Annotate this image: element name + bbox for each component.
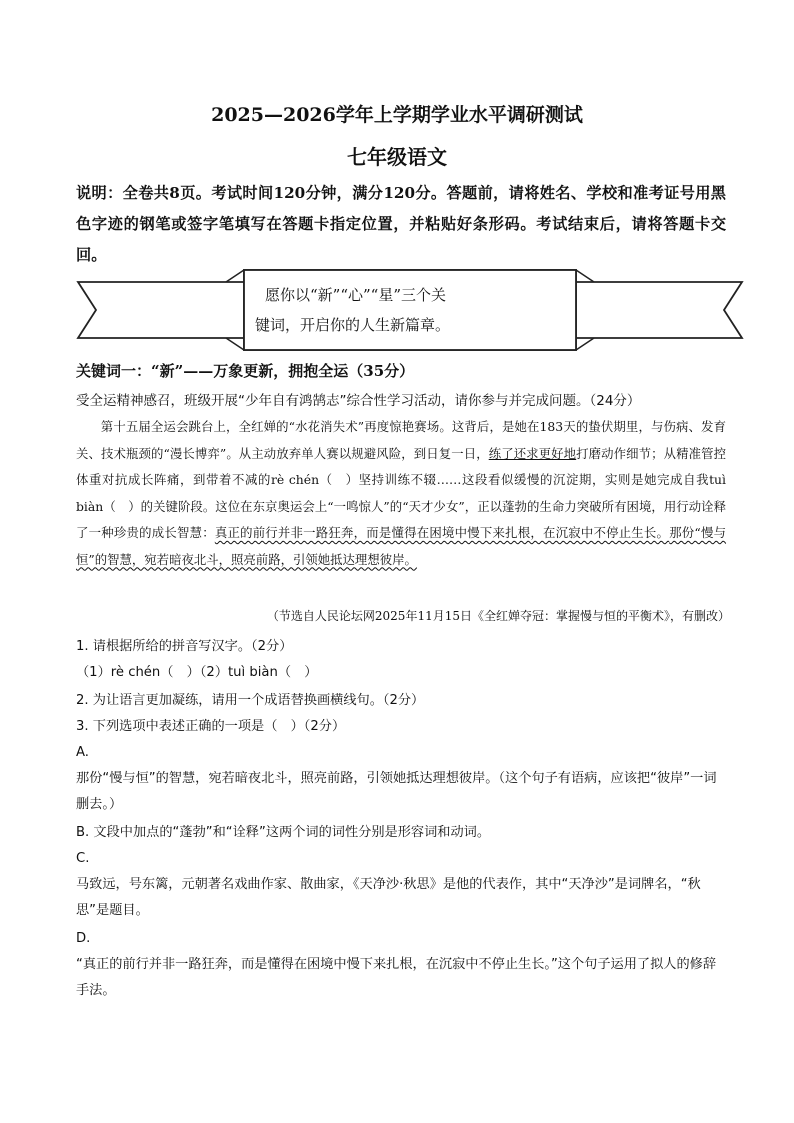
wavy-sentence-1: 真正的前行并非一路狂奔，而是懂得在困境中慢下来扎根，在沉寂中不停止生长。 — [214, 525, 670, 540]
exam-instructions: 说明：全卷共8页。考试时间120分钟，满分120分。答题前，请将姓名、学校和准考证号用黑色字迹的钢笔或签字笔填写在答题卡指定位置，并粘贴好条形码。考试结束后，请将答题卡交回。 — [76, 184, 726, 264]
question-1-items: （1）rè chén（ ）（2）tuì biàn（ ） — [76, 665, 318, 680]
section-intro: 受全运精神感召，班级开展“少年自有鸿鹄志”综合性学习活动，请你参与并完成问题。（24分） — [76, 393, 641, 409]
option-d-label: D. — [76, 931, 91, 946]
option-a-text: 那份“慢与恒”的智慧，宛若暗夜北斗，照亮前路，引领她抵达理想彼岸。（这个句子有语病，应该把“彼岸”一词删去。） — [76, 771, 717, 812]
passage-text-2: 打磨动作细节；从精准管控体重对抗成长阵痛，到带着不减的rè chén（ ）坚持训练不辍……这段看似缓慢的沉淀期，实则是她完成自我tuì biàn（ ）的关键阶段。这位在东京奥运会上“一鸣惊人”的“天才少女”，正以蓬勃的生命力突破所有困境，用行动诠释了一种珍贵的成长智慧： — [76, 445, 727, 540]
banner-text — [255, 280, 555, 340]
option-a-label: A. — [76, 745, 89, 760]
question-2: 2. 为让语言更加凝练，请用一个成语替换画横线句。（2分） — [76, 693, 425, 708]
passage-text-1: 第十五届全运会跳台上，全红婵的“水花消失术”再度惊艳赛场。这背后，是她在183天的蛰伏期里，与伤病、发育关、技术瓶颈的“漫长博弈”。从主动放弃单人赛以规避风险，到日复一日， — [76, 419, 726, 461]
question-3: 3. 下列选项中表述正确的一项是（ ）（2分） — [76, 719, 346, 734]
wavy-sentence-2: 那份“慢与恒”的智慧，宛若暗夜北斗，照亮前路，引领她抵达理想彼岸。 — [76, 525, 727, 567]
option-d-text: “真正的前行并非一路狂奔，而是懂得在困境中慢下来扎根，在沉寂中不停止生长。”这个句子运用了拟人的修辞手法。 — [76, 957, 717, 998]
passage-source: （节选自人民论坛网2025年11月15日《全红婵夺冠：掌握慢与恒的平衡术》，有删改） — [266, 609, 730, 623]
exam-title: 2025—2026学年上学期学业水平调研测试 — [211, 104, 583, 126]
banner-line-2: 键词，开启你的人生新篇章。 — [255, 316, 451, 334]
question-1: 1. 请根据所给的拼音写汉字。（2分） — [76, 639, 293, 654]
exam-subtitle: 七年级语文 — [347, 145, 447, 169]
option-c-label: C. — [76, 851, 90, 866]
section-heading: 关键词一：“新”——万象更新，拥抱全运（35分） — [76, 362, 415, 380]
option-b: B. 文段中加点的“蓬勃”和“诠释”这两个词的词性分别是形容词和动词。 — [76, 825, 491, 840]
banner-line-1: 愿你以“新”“心”“星”三个关 — [265, 286, 447, 304]
option-c-text: 马致远，号东篱，元朝著名戏曲作家、散曲家，《天净沙·秋思》是他的代表作，其中“天净沙”是词牌名，“秋思”是题目。 — [76, 877, 701, 918]
underlined-sentence: 练了还求更好地 — [488, 445, 577, 461]
reading-passage — [76, 414, 726, 573]
